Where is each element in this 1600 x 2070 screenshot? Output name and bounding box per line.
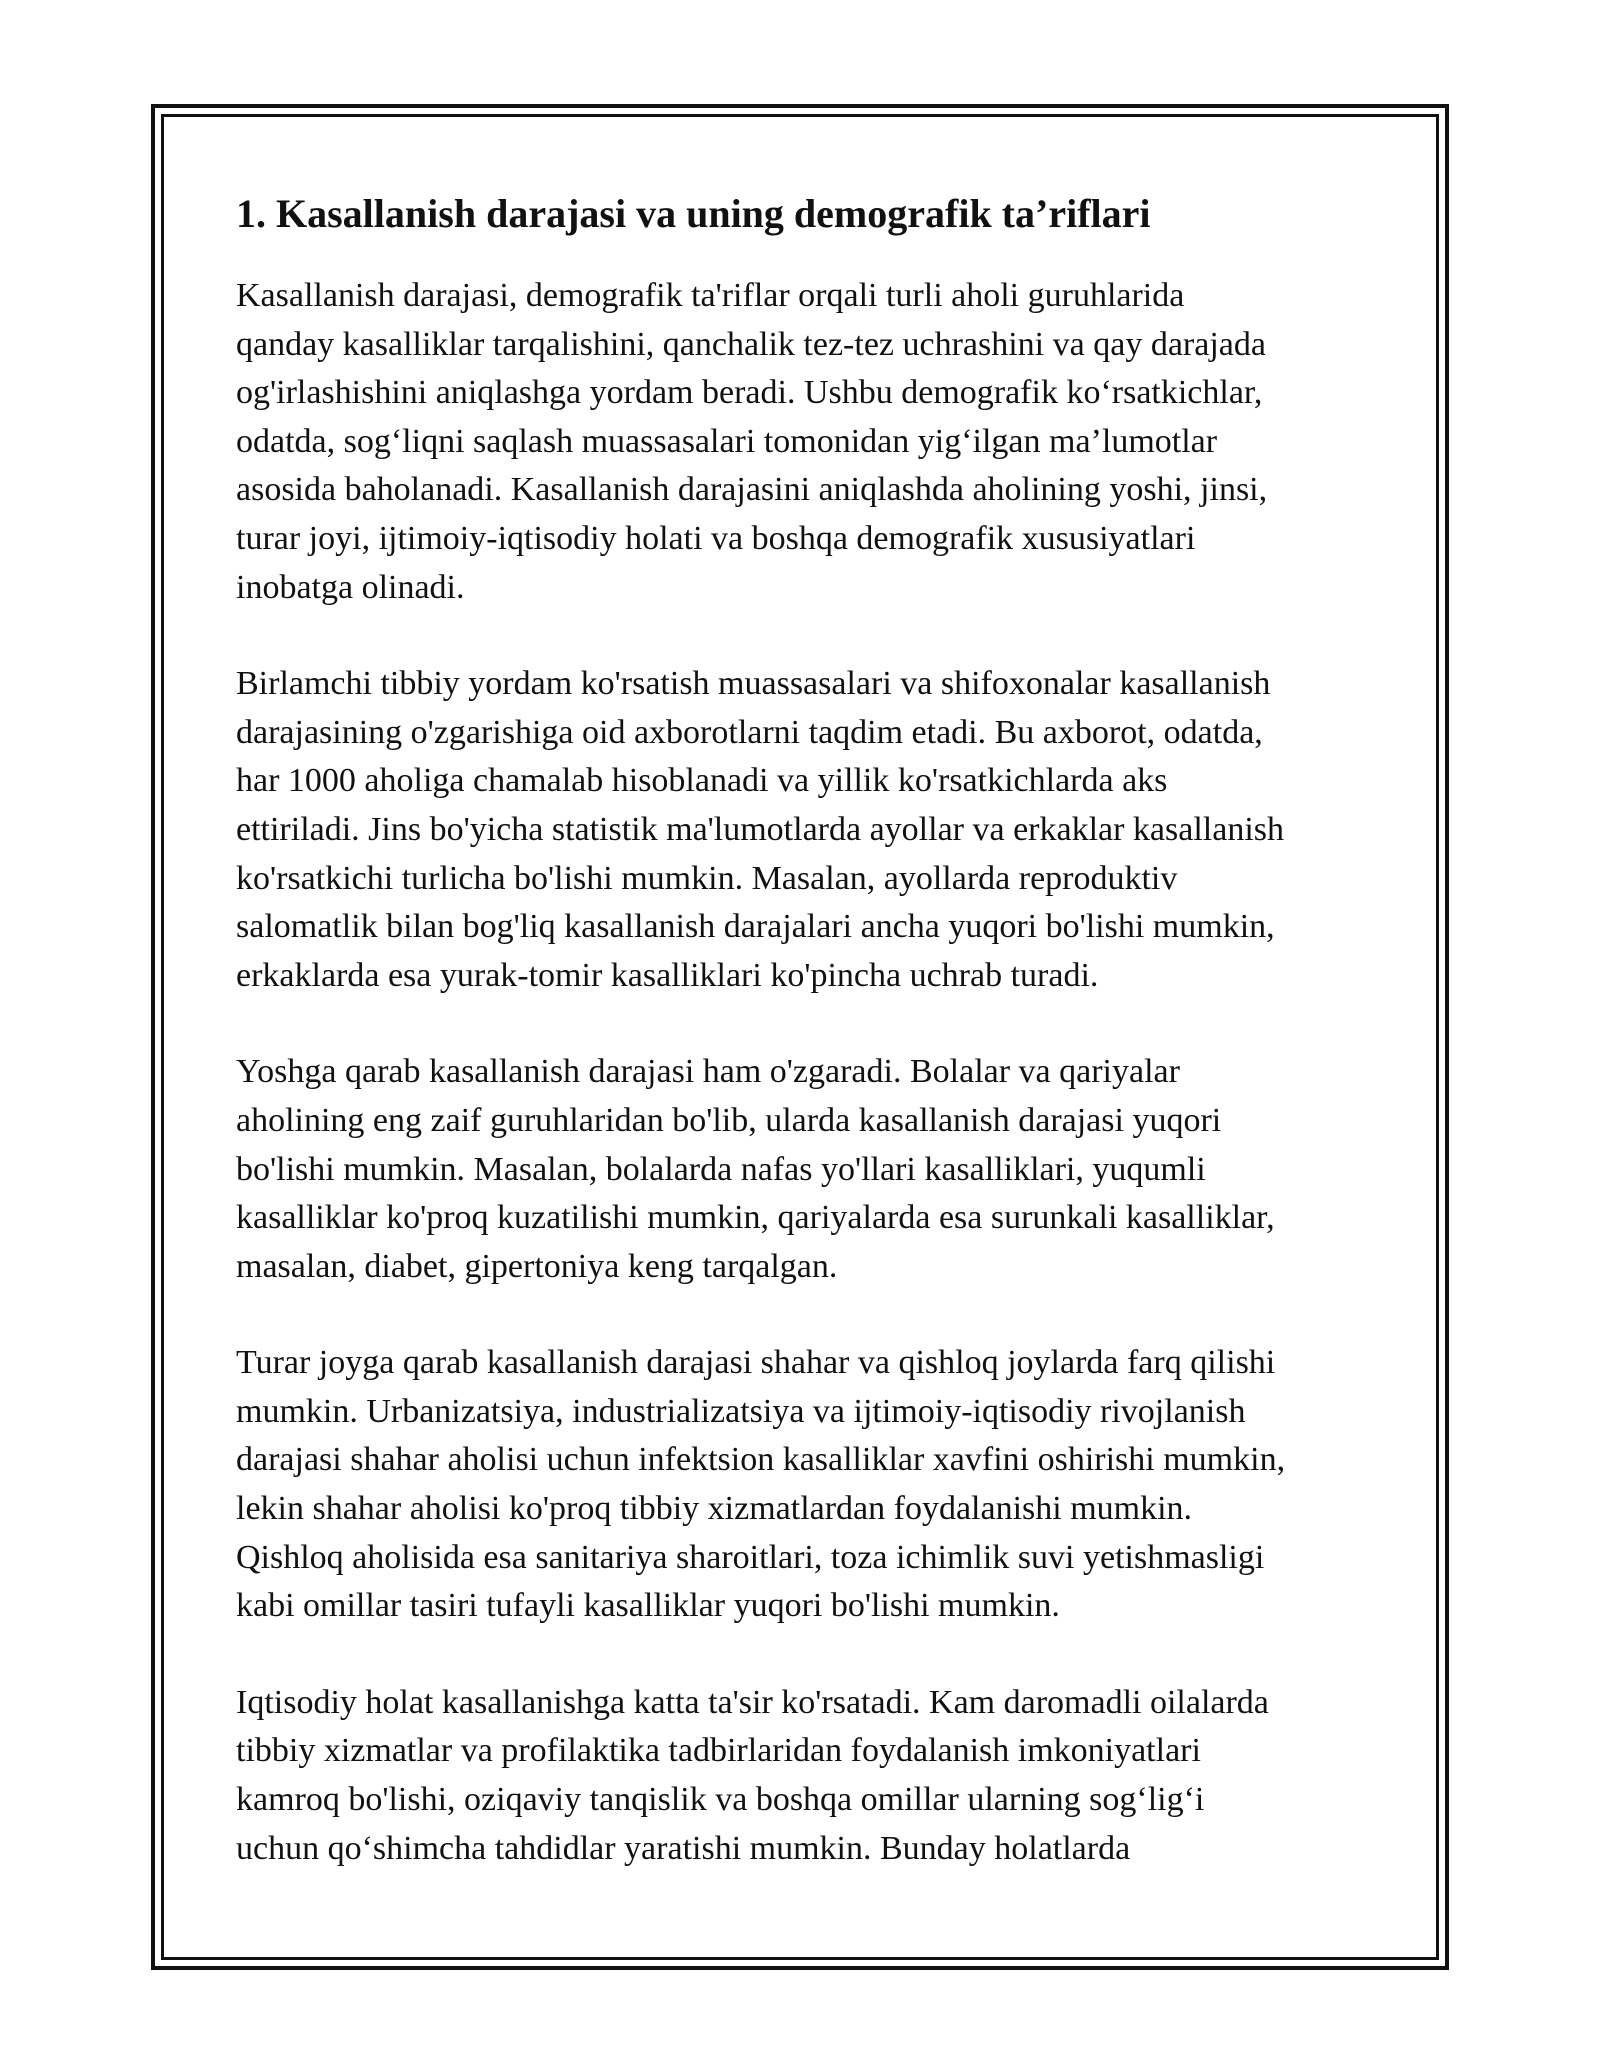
paragraph-4: Turar joyga qarab kasallanish darajasi shahar va qishloq joylarda farq qilishi mumkin. Urbanizatsiya, industrializatsiya va ijtimoiy-iqtisodiy rivojlanish darajasi shahar aholisi uchun infektsion kasalliklar xavfini oshirishi mumkin, lekin shahar aholisi ko'proq tibbiy xizmatlardan foydalanishi mumkin. Qishloq aholisida esa sanitariya sharoitlari, toza ichimlik suvi yetishmasligi kabi omillar tasiri tufayli kasalliklar yuqori bo'lishi mumkin.	[236, 1344, 1286, 1625]
paragraph-1: Kasallanish darajasi, demografik ta'riflar orqali turli aholi guruhlarida qanday kasalliklar tarqalishini, qanchalik tez-tez uchrashini va qay darajada og'irlashishini aniqlashga yordam beradi. Ushbu demografik ko‘rsatkichlar, odatda, sog‘liqni saqlash muassasalari tomonidan yig‘ilgan ma’lumotlar asosida baholanadi. Kasallanish darajasini aniqlashda aholining yoshi, jinsi, turar joyi, ijtimoiy-iqtisodiy holati va boshqa demografik xususiyatlari inobatga olinadi.	[236, 277, 1268, 606]
document-body	[236, 182, 1386, 1873]
paragraph-3: Yoshga qarab kasallanish darajasi ham o'zgaradi. Bolalar va qariyalar aholining eng zaif guruhlaridan bo'lib, ularda kasallanish darajasi yuqori bo'lishi mumkin. Masalan, bolalarda nafas yo'llari kasalliklari, yuqumli kasalliklar ko'proq kuzatilishi mumkin, qariyalarda esa surunkali kasalliklar, masalan, diabet, gipertoniya keng tarqalgan.	[236, 1053, 1275, 1285]
paragraph-5: Iqtisodiy holat kasallanishga katta ta'sir ko'rsatadi. Kam daromadli oilalarda tibbiy xizmatlar va profilaktika tadbirlaridan foydalanish imkoniyatlari kamroq bo'lishi, oziqaviy tanqislik va boshqa omillar ularning sog‘lig‘i uchun qo‘shimcha tahdidlar yaratishi mumkin. Bunday holatlarda	[236, 1683, 1269, 1867]
section-heading: 1. Kasallanish darajasi va uning demografik ta’riflari	[236, 191, 1151, 236]
paragraph-2: Birlamchi tibbiy yordam ko'rsatish muassasalari va shifoxonalar kasallanish darajasining o'zgarishiga oid axborotlarni taqdim etadi. Bu axborot, odatda, har 1000 aholiga chamalab hisoblanadi va yillik ko'rsatkichlarda aks ettiriladi. Jins bo'yicha statistik ma'lumotlarda ayollar va erkaklar kasallanish ko'rsatkichi turlicha bo'lishi mumkin. Masalan, ayollarda reproduktiv salomatlik bilan bog'liq kasallanish darajalari ancha yuqori bo'lishi mumkin, erkaklarda esa yurak-tomir kasalliklari ko'pincha uchrab turadi.	[236, 665, 1285, 994]
